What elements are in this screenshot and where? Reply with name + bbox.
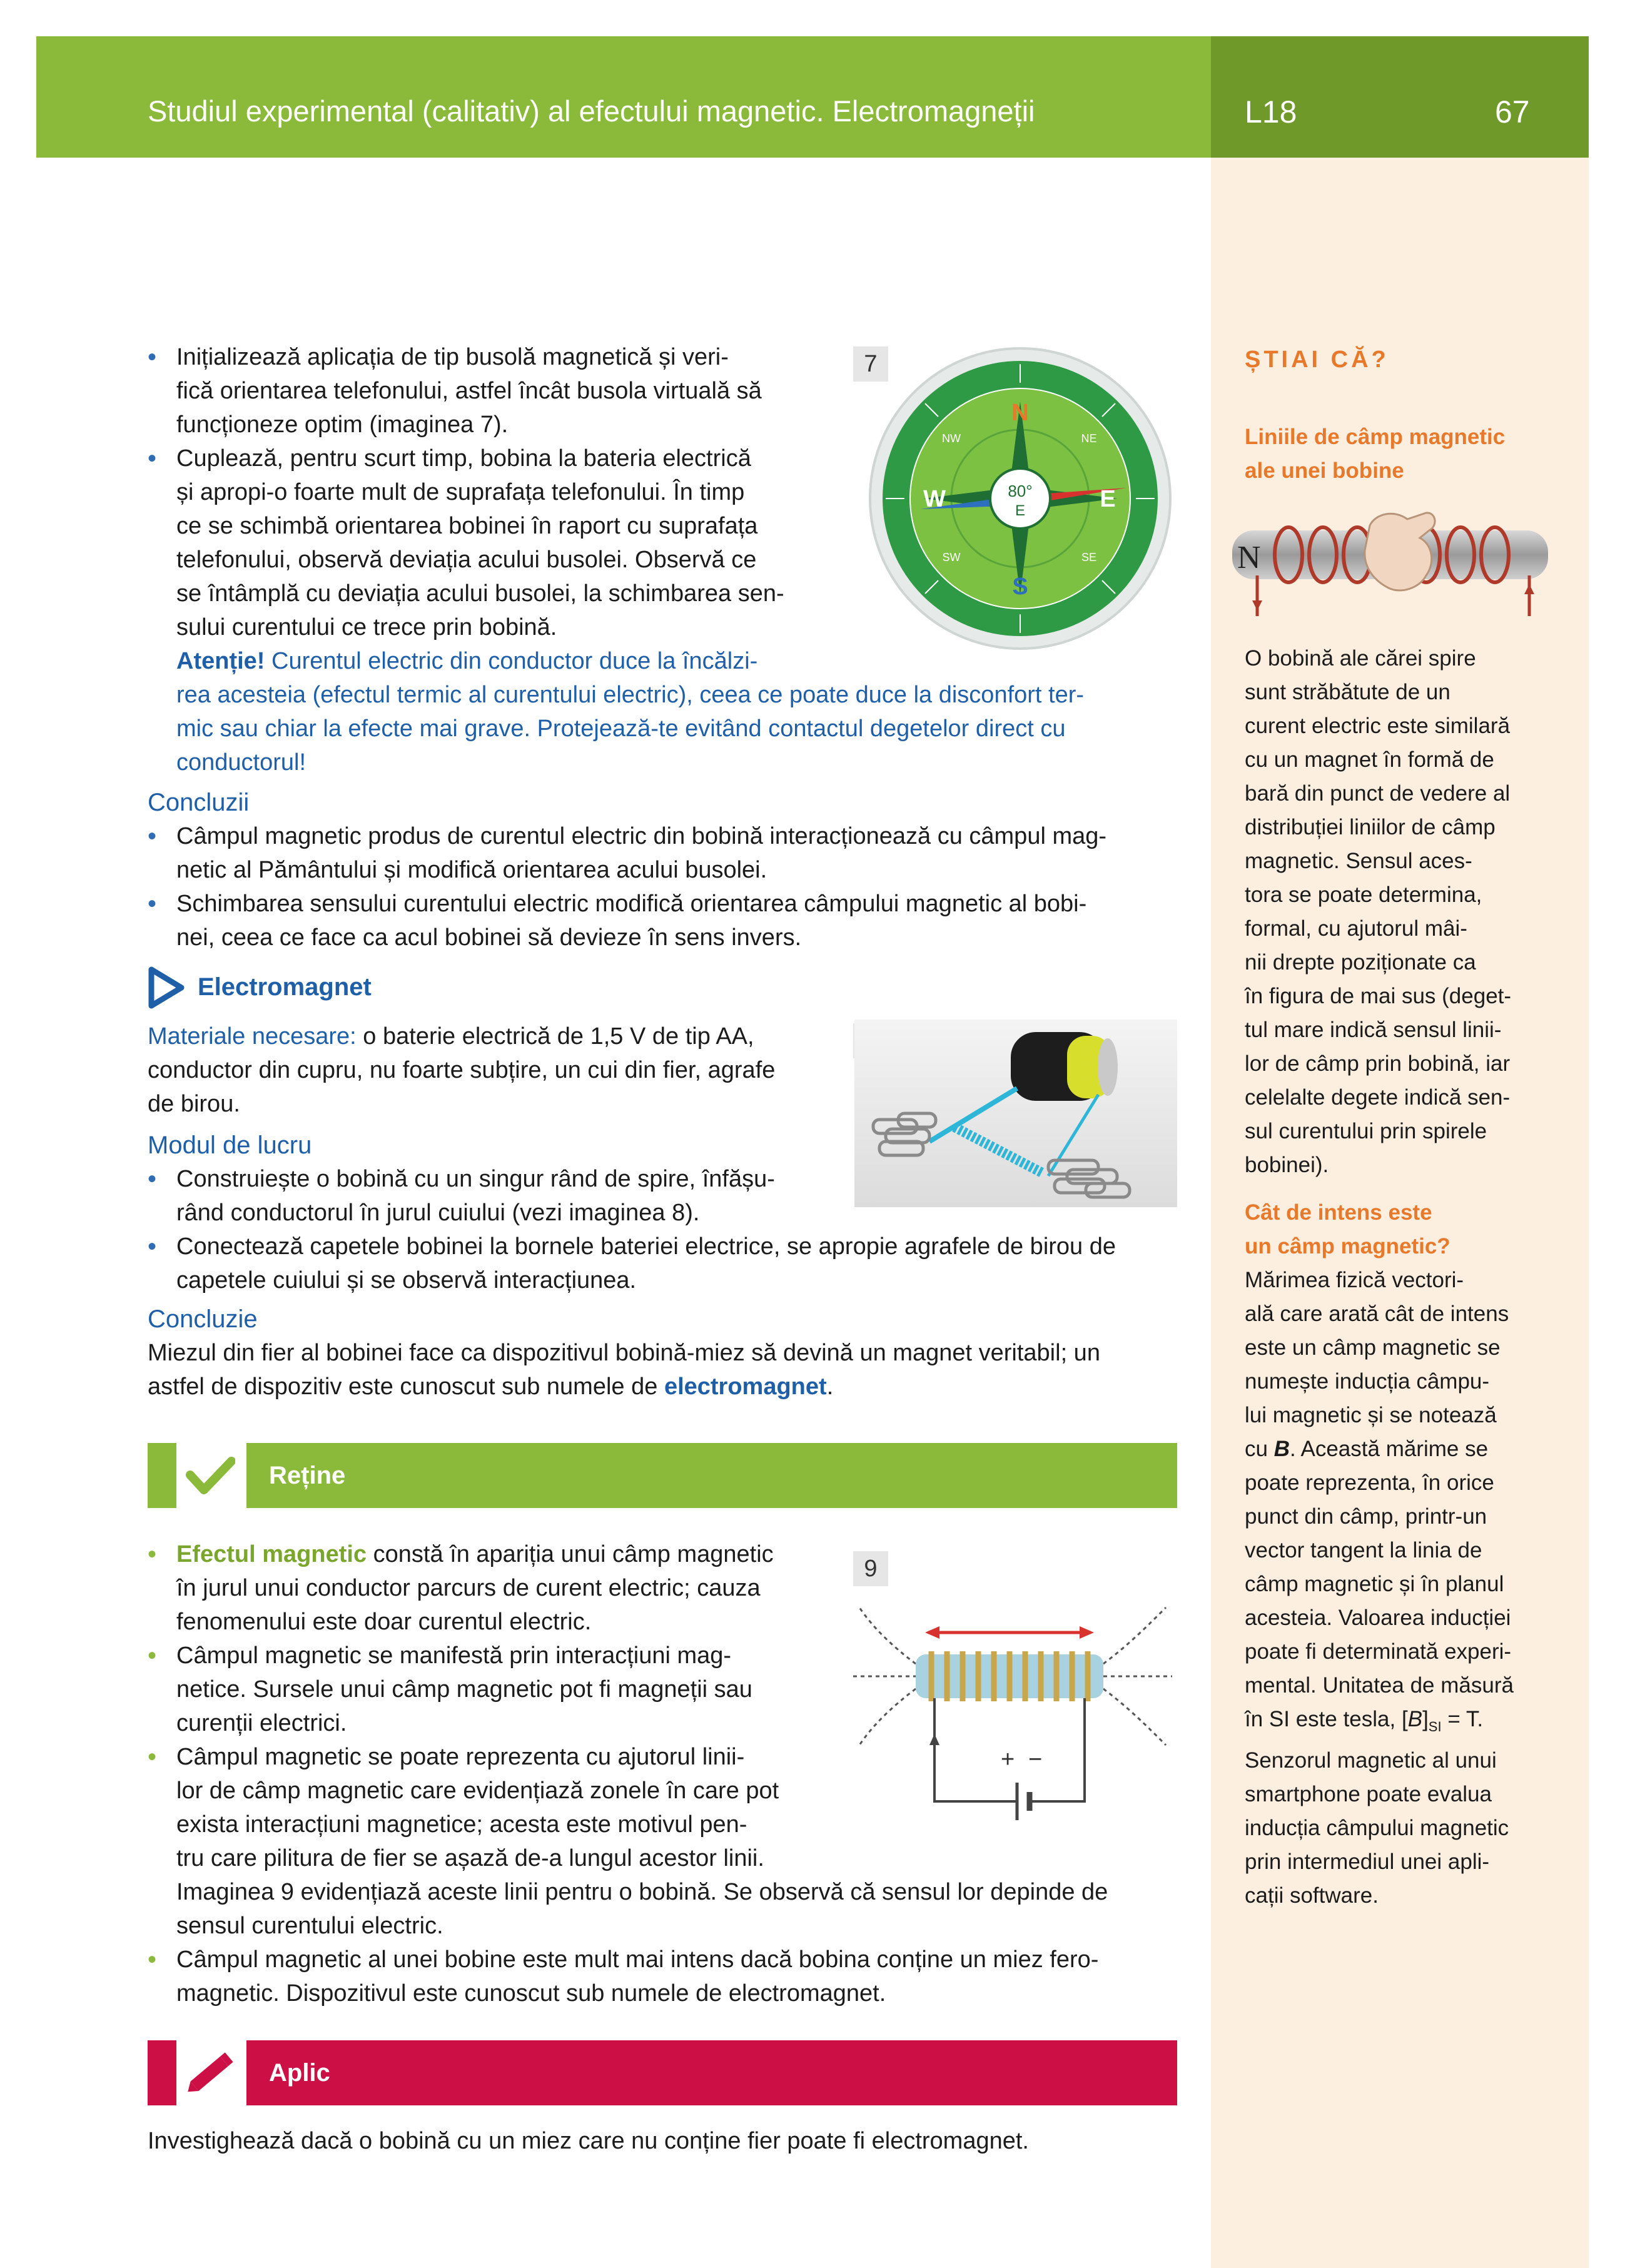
conclusion-1: Câmpul magnetic produs de curentul electric din bobină interacționează cu câmpul mag- netic al Pământului și modifică orientarea acului busolei. [176, 823, 1107, 883]
aplic-title: Aplic [269, 2059, 330, 2087]
figure-9-badge: 9 [853, 1551, 888, 1586]
compass-ne-label: NE [1081, 432, 1097, 445]
bullet-icon: • [148, 1233, 157, 1260]
magnetic-effect-term: Efectul magnetic [176, 1541, 367, 1567]
bullet-icon: • [148, 890, 157, 918]
conclusion-title: Concluzie [148, 1305, 258, 1333]
compass-figure [867, 345, 1173, 652]
bullet-icon: • [148, 343, 157, 371]
retin-item-1: Efectul magnetic constă în apariția unui câmp magnetic în jurul unui conductor parcurs de curent electric; cauza fenomenului este doar curentul electric. [176, 1541, 774, 1635]
coil-hand-figure [1220, 500, 1557, 619]
retin-item-4: Câmpul magnetic al unei bobine este mult mai intens dacă bobina conține un miez fero- magnetic. Dispozitivul este cunoscut sub numele de electromagnet. [176, 1947, 1099, 2007]
warning-text: Atenție! Curentul electric din conductor duce la încălzi- [176, 648, 758, 674]
method-step-2: Conectează capetele bobinei la bornele bateriei electrice, se apropie agrafele de birou de capetele cuiului și se observă interacțiunea. [176, 1233, 1116, 1293]
materials-label: Materiale necesare: [148, 1023, 357, 1050]
conclusion-2: Schimbarea sensului curentului electric modifică orientarea câmpului magnetic al bobi- nei, ceea ce face ca acul bobinei să devieze în sens invers. [176, 891, 1087, 951]
sidebar-paragraph-2: Mărimea fizică vectori- ală care arată cât de intens este un câmp magnetic se numește inducția câmpu- lui magnetic și se notează cu B. Această mărime se poate reprezenta, în orice punct din câmp, printr-un vector tangent la linia de câmp magnetic și în planul acesteia. Valoarea inducției poate fi determinată experi- mental. Unitatea de măsură în SI este tesla, $[B]_{SI} = T$. Senzorul magnetic al unui smartphone poate evalua inducția câmpului magnetic prin intermediul unei apli- cații software. [1245, 1268, 1514, 1908]
sidebar-heading-1: Liniile de câmp magnetic ale unei bobine [1245, 425, 1506, 483]
page-number: 67 [1495, 94, 1530, 129]
figure-7-badge: 7 [853, 347, 888, 382]
compass-se-label: SE [1081, 551, 1097, 564]
compass-reading: 80° [1008, 482, 1033, 500]
pencil-icon [179, 2049, 239, 2099]
electromagnet-title: Electromagnet [198, 973, 372, 1001]
battery-minus-label: − [1028, 1746, 1043, 1773]
vector-b-symbol: B [1273, 1437, 1290, 1461]
compass-west-label: W [923, 486, 946, 512]
checkmark-icon [185, 1455, 235, 1496]
arrow-right-icon [1080, 1626, 1094, 1639]
lesson-code: L18 [1245, 94, 1297, 129]
retin-item-2: Câmpul magnetic se manifestă prin interacțiuni mag- netice. Sursele unui câmp magnetic pot fi magneții sau curenții electrici. [176, 1643, 752, 1736]
aplic-task: Investighează dacă o bobină cu un miez care nu conține fier poate fi electromagnet. [148, 2128, 1029, 2154]
materials: Materiale necesare: o baterie electrică de 1,5 V de tip AA, conductor din cupru, nu foarte subțire, un cui din fier, agrafe de birou. [148, 1023, 776, 1117]
battery-plus-label: + [1001, 1746, 1015, 1773]
retin-title: Reține [269, 1462, 346, 1489]
conclusions-title: Concluzii [148, 789, 250, 816]
sidebar-heading-2: Cât de intens este un câmp magnetic? [1245, 1200, 1450, 1258]
electromagnet-term: electromagnet [664, 1374, 827, 1400]
bullet-icon: • [148, 823, 157, 850]
bullet-icon: • [148, 1165, 157, 1193]
warning-label: Atenție! [176, 648, 265, 674]
bullet-icon: • [148, 1642, 157, 1669]
current-arrow-icon [929, 1734, 939, 1745]
hand-icon [1365, 513, 1435, 590]
warning-text-cont: rea acesteia (efectul termic al curentului electric), ceea ce poate duce la disconfort ter- mic sau chiar la efecte mai grave. Protejează-te evitând contactul degetelor direct cu conductorul! [176, 682, 1085, 776]
bullet-icon: • [148, 1541, 157, 1568]
instruction-2: Cuplează, pentru scurt timp, bobina la bateria electrică și apropi-o foarte mult de suprafața telefonului. În timp ce se schimbă orientarea bobinei în raport cu suprafața telefonului, observă deviația acului busolei. Observă ce se întâmplă cu deviația acului busolei, la schimbarea sen- sului curentului ce trece prin bobină. [176, 445, 784, 640]
sidebar-title: ȘTIAI CĂ? [1245, 347, 1389, 373]
battery-terminal [1098, 1038, 1118, 1096]
compass-reading-direction: E [1015, 502, 1026, 519]
arrow-left-icon [925, 1626, 939, 1639]
bullet-icon: • [148, 1743, 157, 1771]
sidebar-paragraph-1: O bobină ale cărei spire sunt străbătute de un curent electric este similară cu un magnet în formă de bară din punct de vedere al distribuției liniilor de câmp magnetic. Sensul aces- tora se poate determina, formal, cu ajutorul mâi- nii drepte poziționate ca în figura de mai sus (deget- tul mare indică sensul linii- lor de câmp prin bobină, iar celelalte degete indică sen- sul curentului prin spirele bobinei). [1245, 646, 1512, 1177]
coil-field-diagram [853, 1589, 1176, 1826]
play-triangle-icon [148, 966, 185, 1010]
compass-east-label: E [1100, 486, 1116, 512]
retin-item-3: Câmpul magnetic se poate reprezenta cu ajutorul linii- lor de câmp magnetic care evidențiază zonele în care pot exista interacțiuni magnetice; acesta este motivul pen- tru care pilitura de fier se așază de-a lungul acestor linii. Imaginea 9 evidențiază aceste linii pentru o bobină. Se observă că sensul lor depinde de sensul curentului electric. [176, 1744, 1108, 1939]
conclusion-text: Miezul din fier al bobinei face ca dispozitivul bobină-miez să devină un magnet veritabil; un astfel de dispozitiv este cunoscut sub numele de electromagnet. [148, 1340, 1100, 1400]
arrow-down-icon [1252, 600, 1262, 610]
compass-nw-label: NW [942, 432, 961, 445]
method-title: Modul de lucru [148, 1131, 312, 1159]
bullet-icon: • [148, 445, 157, 472]
instruction-1: Inițializează aplicația de tip busolă magnetică și veri- fică orientarea telefonului, astfel încât busola virtuală să funcționeze optim (imaginea 7). [176, 344, 762, 438]
page-header-title: Studiul experimental (calitativ) al efectului magnetic. Electromagneții [148, 94, 1035, 128]
compass-north-label: N [1011, 400, 1029, 426]
arrow-up-icon [1524, 584, 1534, 594]
compass-south-label: S [1012, 574, 1028, 600]
electromagnet-photo [854, 1020, 1177, 1207]
method-step-1: Construiește o bobină cu un singur rând de spire, înfășu- rând conductorul în jurul cuiului (vezi imaginea 8). [176, 1166, 775, 1226]
bullet-icon: • [148, 1946, 157, 1973]
compass-sw-label: SW [942, 551, 961, 564]
north-label: N [1237, 540, 1261, 575]
